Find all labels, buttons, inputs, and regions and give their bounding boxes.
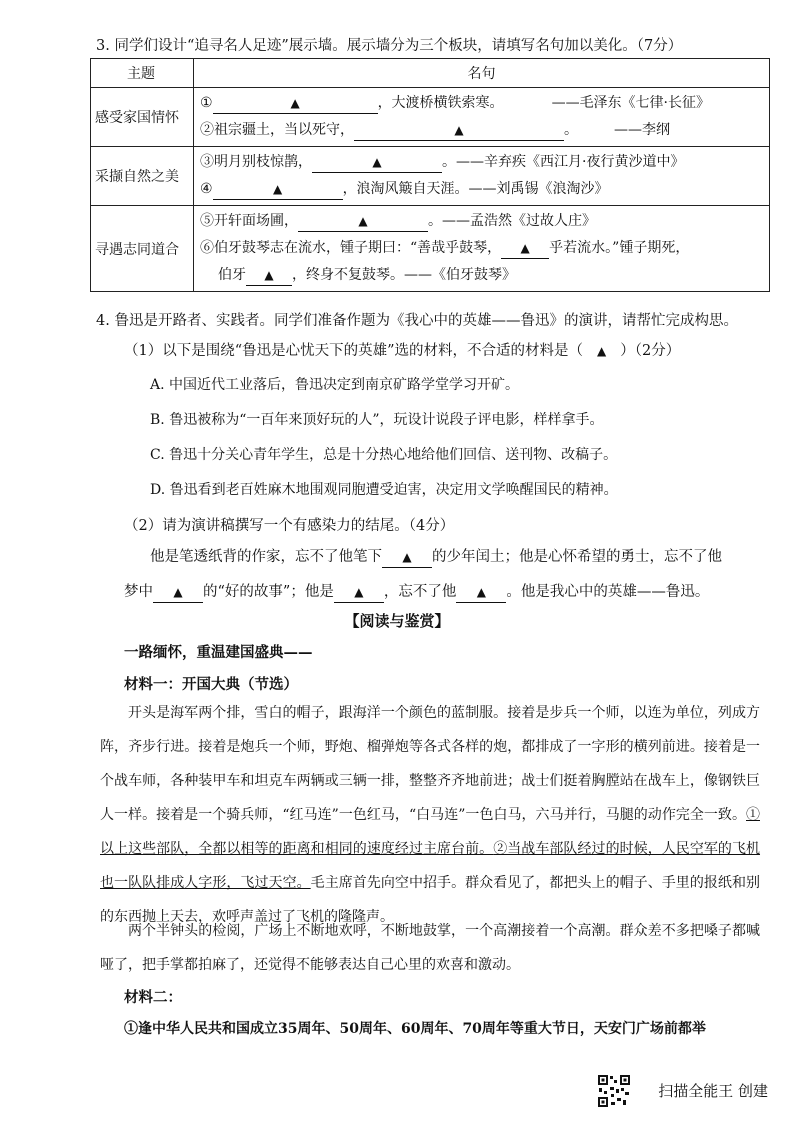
triangle-mark-icon: ▲	[264, 268, 274, 282]
option-c: C. 鲁迅十分关心青年学生，总是十分热心地给他们回信、送刊物、改稿子。	[150, 447, 618, 463]
triangle-mark-icon: ▲	[520, 241, 530, 255]
table-row	[91, 88, 770, 147]
underlined-sentence-2: ②当战车部队经过的时候，人民空军的飞机也一队队排成人字形，飞过天空。	[100, 841, 761, 891]
triangle-mark-icon: ▲	[354, 585, 364, 599]
reading-intro: 一路缅怀，重温建国盛典——	[124, 644, 313, 661]
answer-blank[interactable]	[334, 584, 384, 603]
line-text: 。——孟浩然《过故人庄》	[428, 213, 596, 229]
line-6	[200, 235, 763, 262]
underlined-sentence-1: ①以上这些部队，全都以相等的距离和相同的速度经过主席台前。	[100, 807, 760, 857]
section-title: 【阅读与鉴赏】	[344, 612, 450, 630]
line-2	[200, 117, 763, 144]
line-source: ——毛泽东《七律·长征》	[551, 95, 711, 111]
fill-line-2	[124, 580, 709, 603]
line-text: ②祖宗疆土，当以死守，	[200, 122, 354, 138]
table-header-row	[91, 59, 770, 88]
line-text: 。——辛弃疾《西江月·夜行黄沙道中》	[442, 154, 685, 170]
answer-blank[interactable]	[153, 584, 203, 603]
material-2-title: 材料二：	[124, 989, 182, 1006]
paragraph-text: 开头是海军两个排，雪白的帽子，跟海洋一个颜色的蓝制服。接着是步兵一个师，以连为单位，列成方阵，齐步行进。接着是炮兵一个师，野炮、榴弹炮等各式各样的炮，都排成了一字形的横列前进。接着是一个战车师，各种装甲车和坦克车两辆或三辆一排，整整齐齐地前进；战士们挺着胸膛站在战车上，像钢铁巨人一样。接着是一个骑兵师，“红马连”一色红马，“白马连”一色白马，六马并行，马腿的动作完全一致。	[100, 705, 760, 823]
triangle-mark-icon: ▲	[272, 182, 283, 196]
line-text: ⑤开轩面场圃，	[200, 213, 298, 229]
answer-blank[interactable]	[382, 549, 432, 568]
line-3	[200, 149, 763, 176]
line-text: ③明月别枝惊鹊，	[200, 154, 312, 170]
answer-blank[interactable]	[456, 584, 506, 603]
row-theme: 采撷自然之美	[91, 147, 194, 206]
answer-blank[interactable]	[501, 240, 549, 259]
line-text: 乎若流水。”锺子期死，	[549, 240, 690, 256]
famous-lines-table	[90, 58, 770, 292]
question-4-stem: 4. 鲁迅是开路者、实践者。同学们准备作题为《我心中的英雄——鲁迅》的演讲，请帮忙完成构思。	[96, 313, 738, 329]
fill-text: ，忘不了他	[383, 584, 457, 600]
fill-text: 的少年闰土；他是心怀希望的勇士，忘不了他	[432, 549, 722, 565]
line-4	[200, 176, 763, 203]
material-2-paragraph: ①逢中华人民共和国成立35周年、50周年、60周年、70周年等重大节日，天安门广场前都举	[124, 1021, 706, 1037]
question-4-1-stem	[124, 339, 680, 360]
row-theme: 寻遇志同道合	[91, 206, 194, 292]
fill-text: 。他是我心中的英雄——鲁迅。	[506, 584, 710, 600]
row-lines	[194, 88, 770, 147]
option-d: D. 鲁迅看到老百姓麻木地围观同胞遭受迫害，决定用文学唤醒国民的精神。	[150, 482, 618, 498]
line-6-cont	[200, 262, 763, 289]
row-theme: 感受家国情怀	[91, 88, 194, 147]
line-5	[200, 208, 763, 235]
question-3-stem: 3. 同学们设计“追寻名人足迹”展示墙。展示墙分为三个板块，请填写名句加以美化。（7分）	[96, 38, 683, 54]
triangle-mark-icon: ▲	[476, 585, 486, 599]
material-1-paragraph-2: 两个半钟头的检阅，广场上不断地欢呼，不断地鼓掌，一个高潮接着一个高潮。群众差不多把嗓子都喊哑了，把手掌都拍麻了，还觉得不能够表达自己心里的欢喜和激动。	[100, 923, 760, 973]
line-text: ④	[200, 181, 213, 197]
paragraph-text: 毛主席首先向空中招手。群众看见了，都把头上的帽子、手里的报纸和别的东西抛上天去，欢呼声盖过了飞机的隆隆声。	[100, 875, 761, 925]
material-1-paragraph	[100, 696, 760, 934]
triangle-mark-icon: ▲	[358, 214, 368, 228]
fill-text: 的“好的故事”；他是	[203, 584, 334, 600]
line-1	[200, 90, 763, 117]
line-text: ，大渡桥横铁索寒。	[377, 95, 504, 111]
answer-blank[interactable]	[213, 95, 378, 114]
triangle-mark-icon: ▲	[597, 344, 607, 358]
answer-blank[interactable]	[298, 213, 428, 232]
triangle-mark-icon: ▲	[372, 155, 382, 169]
sub-question-score: ）（2分）	[620, 343, 681, 359]
theme-header: 主题	[91, 59, 194, 88]
scanner-watermark: 扫描全能王 创建	[658, 1082, 768, 1100]
sub-question-text: （1）以下是围绕“鲁迅是心忧天下的英雄”选的材料，不合适的材料是（	[124, 343, 584, 359]
triangle-mark-icon: ▲	[454, 123, 464, 137]
answer-blank[interactable]	[312, 154, 442, 173]
table-row	[91, 206, 770, 292]
fill-line-1	[150, 545, 722, 568]
question-4-2-stem: （2）请为演讲稿撰写一个有感染力的结尾。（4分）	[124, 518, 455, 534]
line-source: ——李纲	[614, 122, 670, 138]
material-1-title: 材料一：开国大典（节选）	[124, 676, 298, 693]
line-text: ①	[200, 95, 213, 111]
option-b: B. 鲁迅被称为“一百年来顶好玩的人”，玩设计说段子评电影，样样拿手。	[150, 412, 604, 428]
line-text: ，浪淘风簸自天涯。——刘禹锡《浪淘沙》	[342, 181, 609, 197]
fill-text: 他是笔透纸背的作家，忘不了他笔下	[150, 549, 382, 565]
line-text: ，终身不复鼓琴。——《伯牙鼓琴》	[292, 267, 516, 283]
option-a: A. 中国近代工业落后，鲁迅决定到南京矿路学堂学习开矿。	[150, 377, 520, 393]
row-lines	[194, 206, 770, 292]
line-text: 。	[564, 122, 578, 138]
answer-blank[interactable]	[213, 181, 343, 200]
line-text: 伯牙	[218, 267, 246, 283]
fill-text: 梦中	[124, 584, 153, 600]
qr-code-icon	[597, 1074, 631, 1108]
answer-blank[interactable]	[246, 267, 292, 286]
lines-header: 名句	[194, 59, 770, 88]
table-row	[91, 147, 770, 206]
triangle-mark-icon: ▲	[290, 96, 300, 110]
row-lines	[194, 147, 770, 206]
triangle-mark-icon: ▲	[402, 550, 412, 564]
answer-blank[interactable]	[354, 122, 564, 141]
triangle-mark-icon: ▲	[173, 585, 183, 599]
line-text: ⑥伯牙鼓琴志在流水，锺子期曰：“善哉乎鼓琴，	[200, 240, 502, 256]
